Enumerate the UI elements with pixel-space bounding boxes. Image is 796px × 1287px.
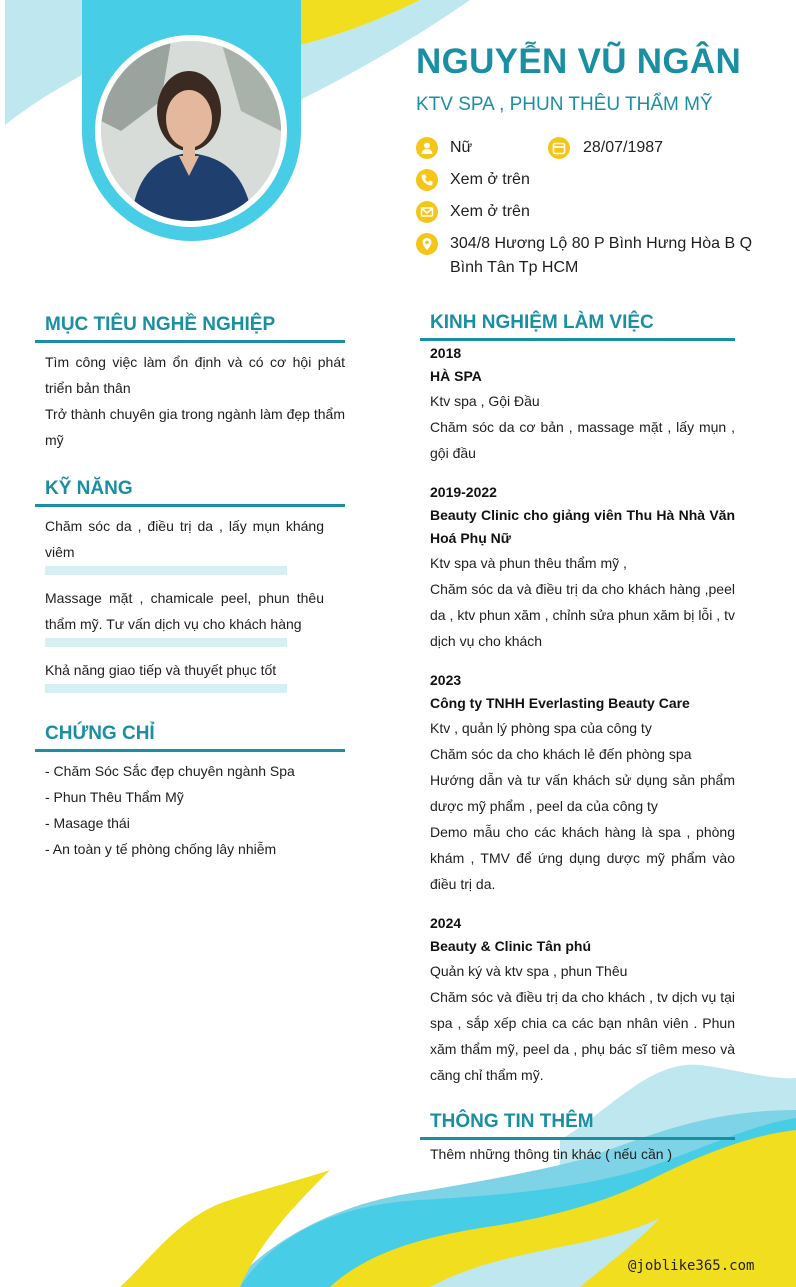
job-3-line-2: Chăm sóc da cho khách lẻ đến phòng spa <box>430 746 692 762</box>
extra-text: Thêm những thông tin khác ( nếu cần ) <box>430 1146 673 1162</box>
job-3-line-4: Demo mẫu cho các khách hàng là spa , phòng khám , TMV để ứng dụng dược mỹ phẩm vào điều trị da. <box>430 824 735 892</box>
candidate-role: KTV SPA , PHUN THÊU THẨM MỸ <box>416 94 713 115</box>
objective-title: MỤC TIÊU NGHỀ NGHIỆP <box>45 314 276 335</box>
job-2-line-2: Chăm sóc da và điều trị da cho khách hàng ,peel da , ktv phun xăm , chỉnh sửa phun xăm bị lỗi , tv dịch vụ cho khách <box>430 581 735 649</box>
job-1-line-2: Chăm sóc da cơ bản , massage mặt , lấy mụn , gội đầu <box>430 419 735 461</box>
certificate-item-1: - Chăm Sóc Sắc đẹp chuyên ngành Spa <box>45 763 295 779</box>
job-4-line-2: Chăm sóc và điều trị da cho khách , tv dịch vụ tại spa , sắp xếp chia ca các bạn nhân viên . Phun xăm thẩm mỹ, peel da , phụ bác sĩ tiêm meso và căng chỉ thẩm mỹ. <box>430 989 735 1083</box>
certificate-item-3: - Masage thái <box>45 815 130 831</box>
email-icon <box>416 201 438 223</box>
job-3-line-3: Hướng dẫn và tư vấn khách sử dụng sản phẩm dược mỹ phẩm , peel da của công ty <box>430 772 735 814</box>
job-3-line-1: Ktv , quản lý phòng spa của công ty <box>430 720 652 736</box>
email-value: Xem ở trên <box>450 203 530 220</box>
job-4-line-1: Quản ký và ktv spa , phun Thêu <box>430 963 628 979</box>
phone-value: Xem ở trên <box>450 171 530 188</box>
job-2-company: Beauty Clinic cho giảng viên Thu Hà Nhà Văn Hoá Phụ Nữ <box>430 507 735 546</box>
experience-title: KINH NGHIỆM LÀM VIỆC <box>430 312 654 333</box>
experience-divider <box>420 338 735 341</box>
calendar-icon <box>548 137 570 159</box>
skill-item-3: Khả năng giao tiếp và thuyết phục tốt <box>45 662 277 678</box>
job-1-company: HÀ SPA <box>430 368 482 384</box>
objective-divider <box>35 340 345 343</box>
job-4-company: Beauty & Clinic Tân phú <box>430 938 592 954</box>
objective-paragraph-1: Tìm công việc làm ổn định và có cơ hội phát triển bản thân <box>45 354 345 396</box>
certificate-item-2: - Phun Thêu Thẩm Mỹ <box>45 789 184 805</box>
profile-photo <box>101 41 281 221</box>
location-icon <box>416 233 438 255</box>
skills-divider <box>35 504 345 507</box>
job-1-year: 2018 <box>430 345 462 361</box>
address-line-1: 304/8 Hương Lộ 80 P Bình Hưng Hòa B Q <box>450 235 753 252</box>
skill-item-1: Chăm sóc da , điều trị da , lấy mụn kháng viêm <box>45 518 324 560</box>
job-4-year: 2024 <box>430 915 462 931</box>
extra-divider <box>420 1137 735 1140</box>
address-line-2: Bình Tân Tp HCM <box>450 259 579 276</box>
certificates-divider <box>35 749 345 752</box>
wave-top-left-light <box>5 0 82 125</box>
job-1-line-1: Ktv spa , Gội Đầu <box>430 393 540 409</box>
skill-bar-3 <box>45 684 287 693</box>
dob-value: 28/07/1987 <box>583 139 664 156</box>
watermark: @joblike365.com <box>628 1258 755 1274</box>
candidate-name: NGUYỄN VŨ NGÂN <box>416 42 742 81</box>
certificates-title: CHỨNG CHỈ <box>45 723 155 744</box>
job-3-company: Công ty TNHH Everlasting Beauty Care <box>430 695 690 711</box>
job-3-year: 2023 <box>430 672 462 688</box>
skill-bar-1 <box>45 566 287 575</box>
skill-bar-2 <box>45 638 287 647</box>
skill-item-2: Massage mặt , chamicale peel, phun thêu thẩm mỹ. Tư vấn dịch vụ cho khách hàng <box>45 590 324 632</box>
extra-title: THÔNG TIN THÊM <box>430 1111 594 1132</box>
certificate-item-4: - An toàn y tế phòng chống lây nhiễm <box>45 841 277 857</box>
job-2-line-1: Ktv spa và phun thêu thẩm mỹ , <box>430 555 627 571</box>
phone-icon <box>416 169 438 191</box>
gender-value: Nữ <box>450 139 473 156</box>
skills-title: KỸ NĂNG <box>45 478 133 499</box>
user-icon <box>416 137 438 159</box>
job-2-year: 2019-2022 <box>430 484 497 500</box>
objective-paragraph-2: Trở thành chuyên gia trong ngành làm đẹp thẩm mỹ <box>45 406 345 448</box>
